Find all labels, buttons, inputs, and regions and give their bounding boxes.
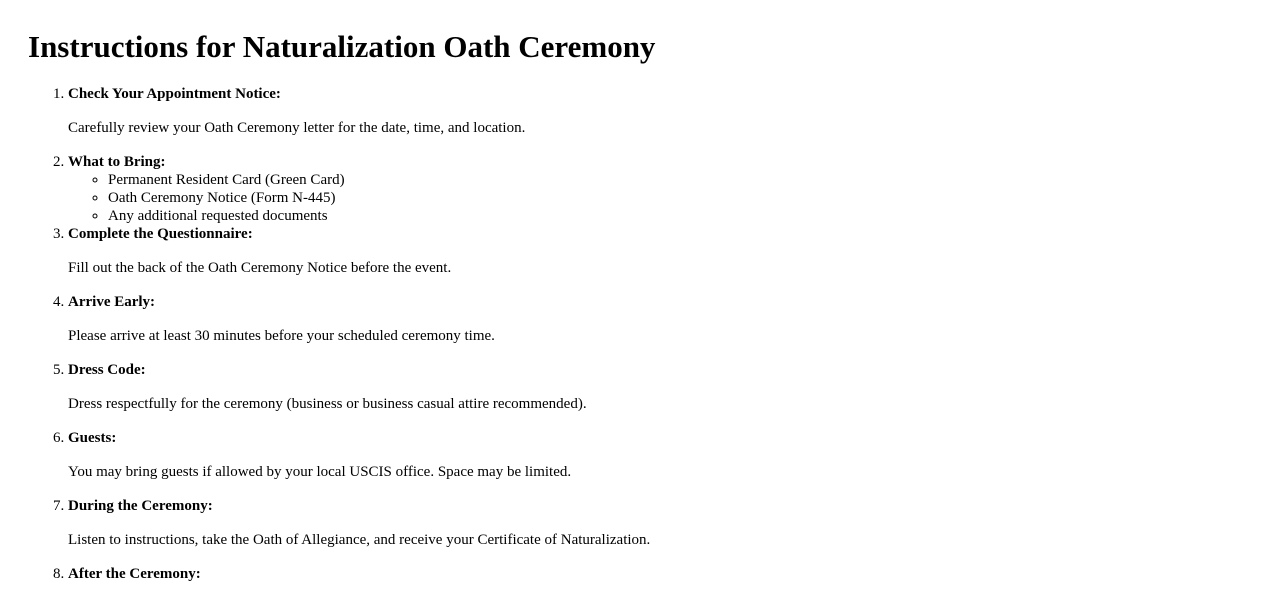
steps-list [28, 85, 1278, 583]
step-item [68, 361, 1278, 413]
step-item [68, 225, 1278, 277]
list-item: ◦ Oath Ceremony Notice (Form N-445) [108, 189, 1278, 207]
list-item: ◦ Permanent Resident Card (Green Card) [108, 171, 1278, 189]
step-item [68, 565, 1278, 583]
step-item [68, 429, 1278, 481]
step-description: Please arrive at least 30 minutes before your scheduled ceremony time. [68, 328, 495, 344]
step-item [68, 497, 1278, 549]
step-title: 7. During the Ceremony: [68, 498, 213, 514]
step-description: Dress respectfully for the ceremony (business or business casual attire recommended). [68, 396, 587, 412]
step-title: 3. Complete the Questionnaire: [68, 226, 253, 242]
step-title: 8. After the Ceremony: [68, 566, 201, 582]
step-item [68, 293, 1278, 345]
step-description: You may bring guests if allowed by your local USCIS office. Space may be limited. [68, 464, 572, 480]
step-title: 1. Check Your Appointment Notice: [68, 86, 281, 102]
step-title: 4. Arrive Early: [68, 294, 156, 310]
step-item [68, 85, 1278, 137]
list-item: ◦ Any additional requested documents [108, 207, 1278, 225]
step-item [68, 153, 1278, 225]
step-description: Fill out the back of the Oath Ceremony Notice before the event. [68, 260, 452, 276]
page-title: Instructions for Naturalization Oath Ceremony [28, 29, 656, 64]
step-title: 6. Guests: [68, 430, 117, 446]
step-description: Listen to instructions, take the Oath of Allegiance, and receive your Certificate of Naturalization. [68, 532, 651, 548]
step-title: 2. What to Bring: [68, 154, 166, 170]
step-title: 5. Dress Code: [68, 362, 146, 378]
step-description: Carefully review your Oath Ceremony letter for the date, time, and location. [68, 120, 526, 136]
bring-items-list [68, 171, 1278, 225]
